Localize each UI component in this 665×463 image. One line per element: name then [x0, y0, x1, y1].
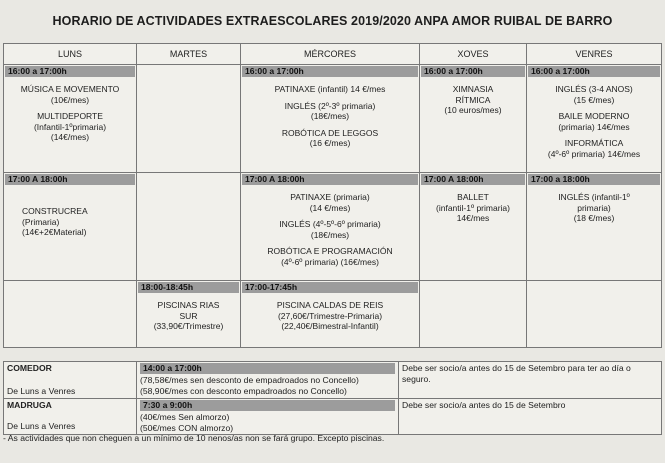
activity-piscinas-rias-sur: PISCINAS RIAS SUR (33,90€/Trimestre) [153, 300, 224, 332]
time-bar: 16:00 a 17:00h [528, 66, 660, 77]
schedule-row-1600 [4, 65, 662, 173]
cell-mercores-1700 [241, 173, 420, 281]
activity-ballet: BALLET (infantil-1º primaria) 14€/mes [436, 192, 510, 224]
madruga-label-cell [4, 399, 137, 435]
activity-baile-moderno: BAILE MODERNO (primaria) 14€/mes [558, 111, 630, 132]
cell-luns-pools [4, 281, 137, 348]
header-row [4, 44, 662, 65]
time-bar: 17:00 a 18:00h [528, 174, 660, 185]
page-title: HORARIO DE ACTIVIDADES EXTRAESCOLARES 2019/2020 ANPA AMOR RUIBAL DE BARRO [52, 14, 613, 28]
day-header-luns: LUNS [4, 44, 137, 65]
comedor-label: COMEDOR [7, 363, 52, 373]
activity-ingles-2-3: INGLÉS (2º-3º primaria) (18€/mes) [284, 100, 376, 122]
schedule-row-1700 [4, 173, 662, 281]
cell-martes-1600 [137, 65, 241, 173]
activity-construcrea: CONSTRUCREA (Primaria) (14€+2€Material) [22, 206, 88, 238]
madruga-detail-cell [137, 399, 399, 435]
madruga-price-2: (50€/mes CON almorzo) [140, 422, 234, 433]
time-bar: 17:00 A 18:00h [5, 174, 135, 185]
cell-martes-pools [137, 281, 241, 348]
cell-xoves-1700 [420, 173, 527, 281]
activity-robotica-leggos: ROBÓTICA DE LEGGOS (16 €/mes) [281, 127, 379, 149]
madruga-note: Debe ser socio/a antes do 15 de Setembro [399, 399, 662, 435]
madruga-label: MADRUGA [7, 400, 52, 410]
cell-venres-pools [527, 281, 662, 348]
comedor-detail-cell [137, 362, 399, 399]
comedor-row [4, 362, 662, 399]
comedor-price-2: (58,90€/mes con desconto empadroados no Concello) [140, 385, 347, 396]
footnote: - As actividades que non cheguen a un mínimo de 10 nenos/as non se fará grupo. Excepto piscinas. [3, 433, 385, 443]
activity-patinaxe-primaria: PATINAXE (primaria) (14 €/mes) [290, 192, 370, 213]
cell-venres-1700 [527, 173, 662, 281]
activity-informatica: INFORMÁTICA (4º-6º primaria) 14€/mes [547, 138, 641, 159]
activity-ximnasia: XIMNASIA RÍTMICA (10 euros/mes) [444, 84, 502, 116]
schedule-table [3, 43, 662, 348]
time-bar: 17:00 A 18:00h [242, 174, 418, 185]
time-bar: 14:00 a 17:00h [140, 363, 395, 374]
day-header-xoves: XOVES [420, 44, 527, 65]
cell-mercores-1600 [241, 65, 420, 173]
madruga-price-1: (40€/mes Sen almorzo) [140, 412, 230, 422]
activity-ingles-infantil: INGLÉS (infantil-1º primaria) (18 €/mes) [558, 192, 630, 224]
madruga-row [4, 399, 662, 435]
activity-piscina-caldas: PISCINA CALDAS DE REIS (27,60€/Trimestre-Primaria) (22,40€/Bimestral-Infantil) [276, 300, 384, 332]
activity-patinaxe-infantil: PATINAXE (infantil) 14 €/mes [274, 84, 386, 95]
schedule-row-pools [4, 281, 662, 348]
time-bar: 7:30 a 9:00h [140, 400, 395, 411]
comedor-days: De Luns a Venres [7, 385, 76, 396]
time-bar: 16:00 a 17:00h [5, 66, 135, 77]
time-bar: 18:00-18:45h [138, 282, 239, 293]
cell-martes-1700 [137, 173, 241, 281]
madruga-days: De Luns a Venres [7, 420, 76, 431]
time-bar: 16:00 a 17:00h [421, 66, 525, 77]
comedor-note: Debe ser socio/a antes do 15 de Setembro para ter ao día o seguro. [399, 362, 662, 399]
activity-ingles-4-6: INGLÉS (4º-5º-6º primaria) (18€/mes) [279, 219, 381, 240]
services-table [3, 361, 662, 435]
time-bar: 17:00-17:45h [242, 282, 418, 293]
activity-musica: MÚSICA E MOVEMENTO (10€/mes) [20, 84, 120, 105]
cell-mercores-pools [241, 281, 420, 348]
day-header-martes: MARTES [137, 44, 241, 65]
time-bar: 17:00 A 18:00h [421, 174, 525, 185]
activity-robotica-programacion: ROBÓTICA E PROGRAMACIÓN (4º-6º primaria) (16€/mes) [267, 246, 393, 267]
activity-ingles-3-4: INGLÉS (3-4 ANOS) (15 €/mes) [555, 84, 633, 105]
cell-xoves-pools [420, 281, 527, 348]
cell-venres-1600 [527, 65, 662, 173]
comedor-price-1: (78,58€/mes sen desconto de empadroados no Concello) [140, 375, 359, 385]
activity-multideporte: MULTIDEPORTE (Infantil-1ºprimaria) (14€/mes) [33, 111, 107, 143]
time-bar: 16:00 a 17:00h [242, 66, 418, 77]
day-header-venres: VENRES [527, 44, 662, 65]
cell-luns-1700 [4, 173, 137, 281]
cell-xoves-1600 [420, 65, 527, 173]
day-header-mercores: MÉRCORES [241, 44, 420, 65]
cell-luns-1600 [4, 65, 137, 173]
comedor-label-cell [4, 362, 137, 399]
